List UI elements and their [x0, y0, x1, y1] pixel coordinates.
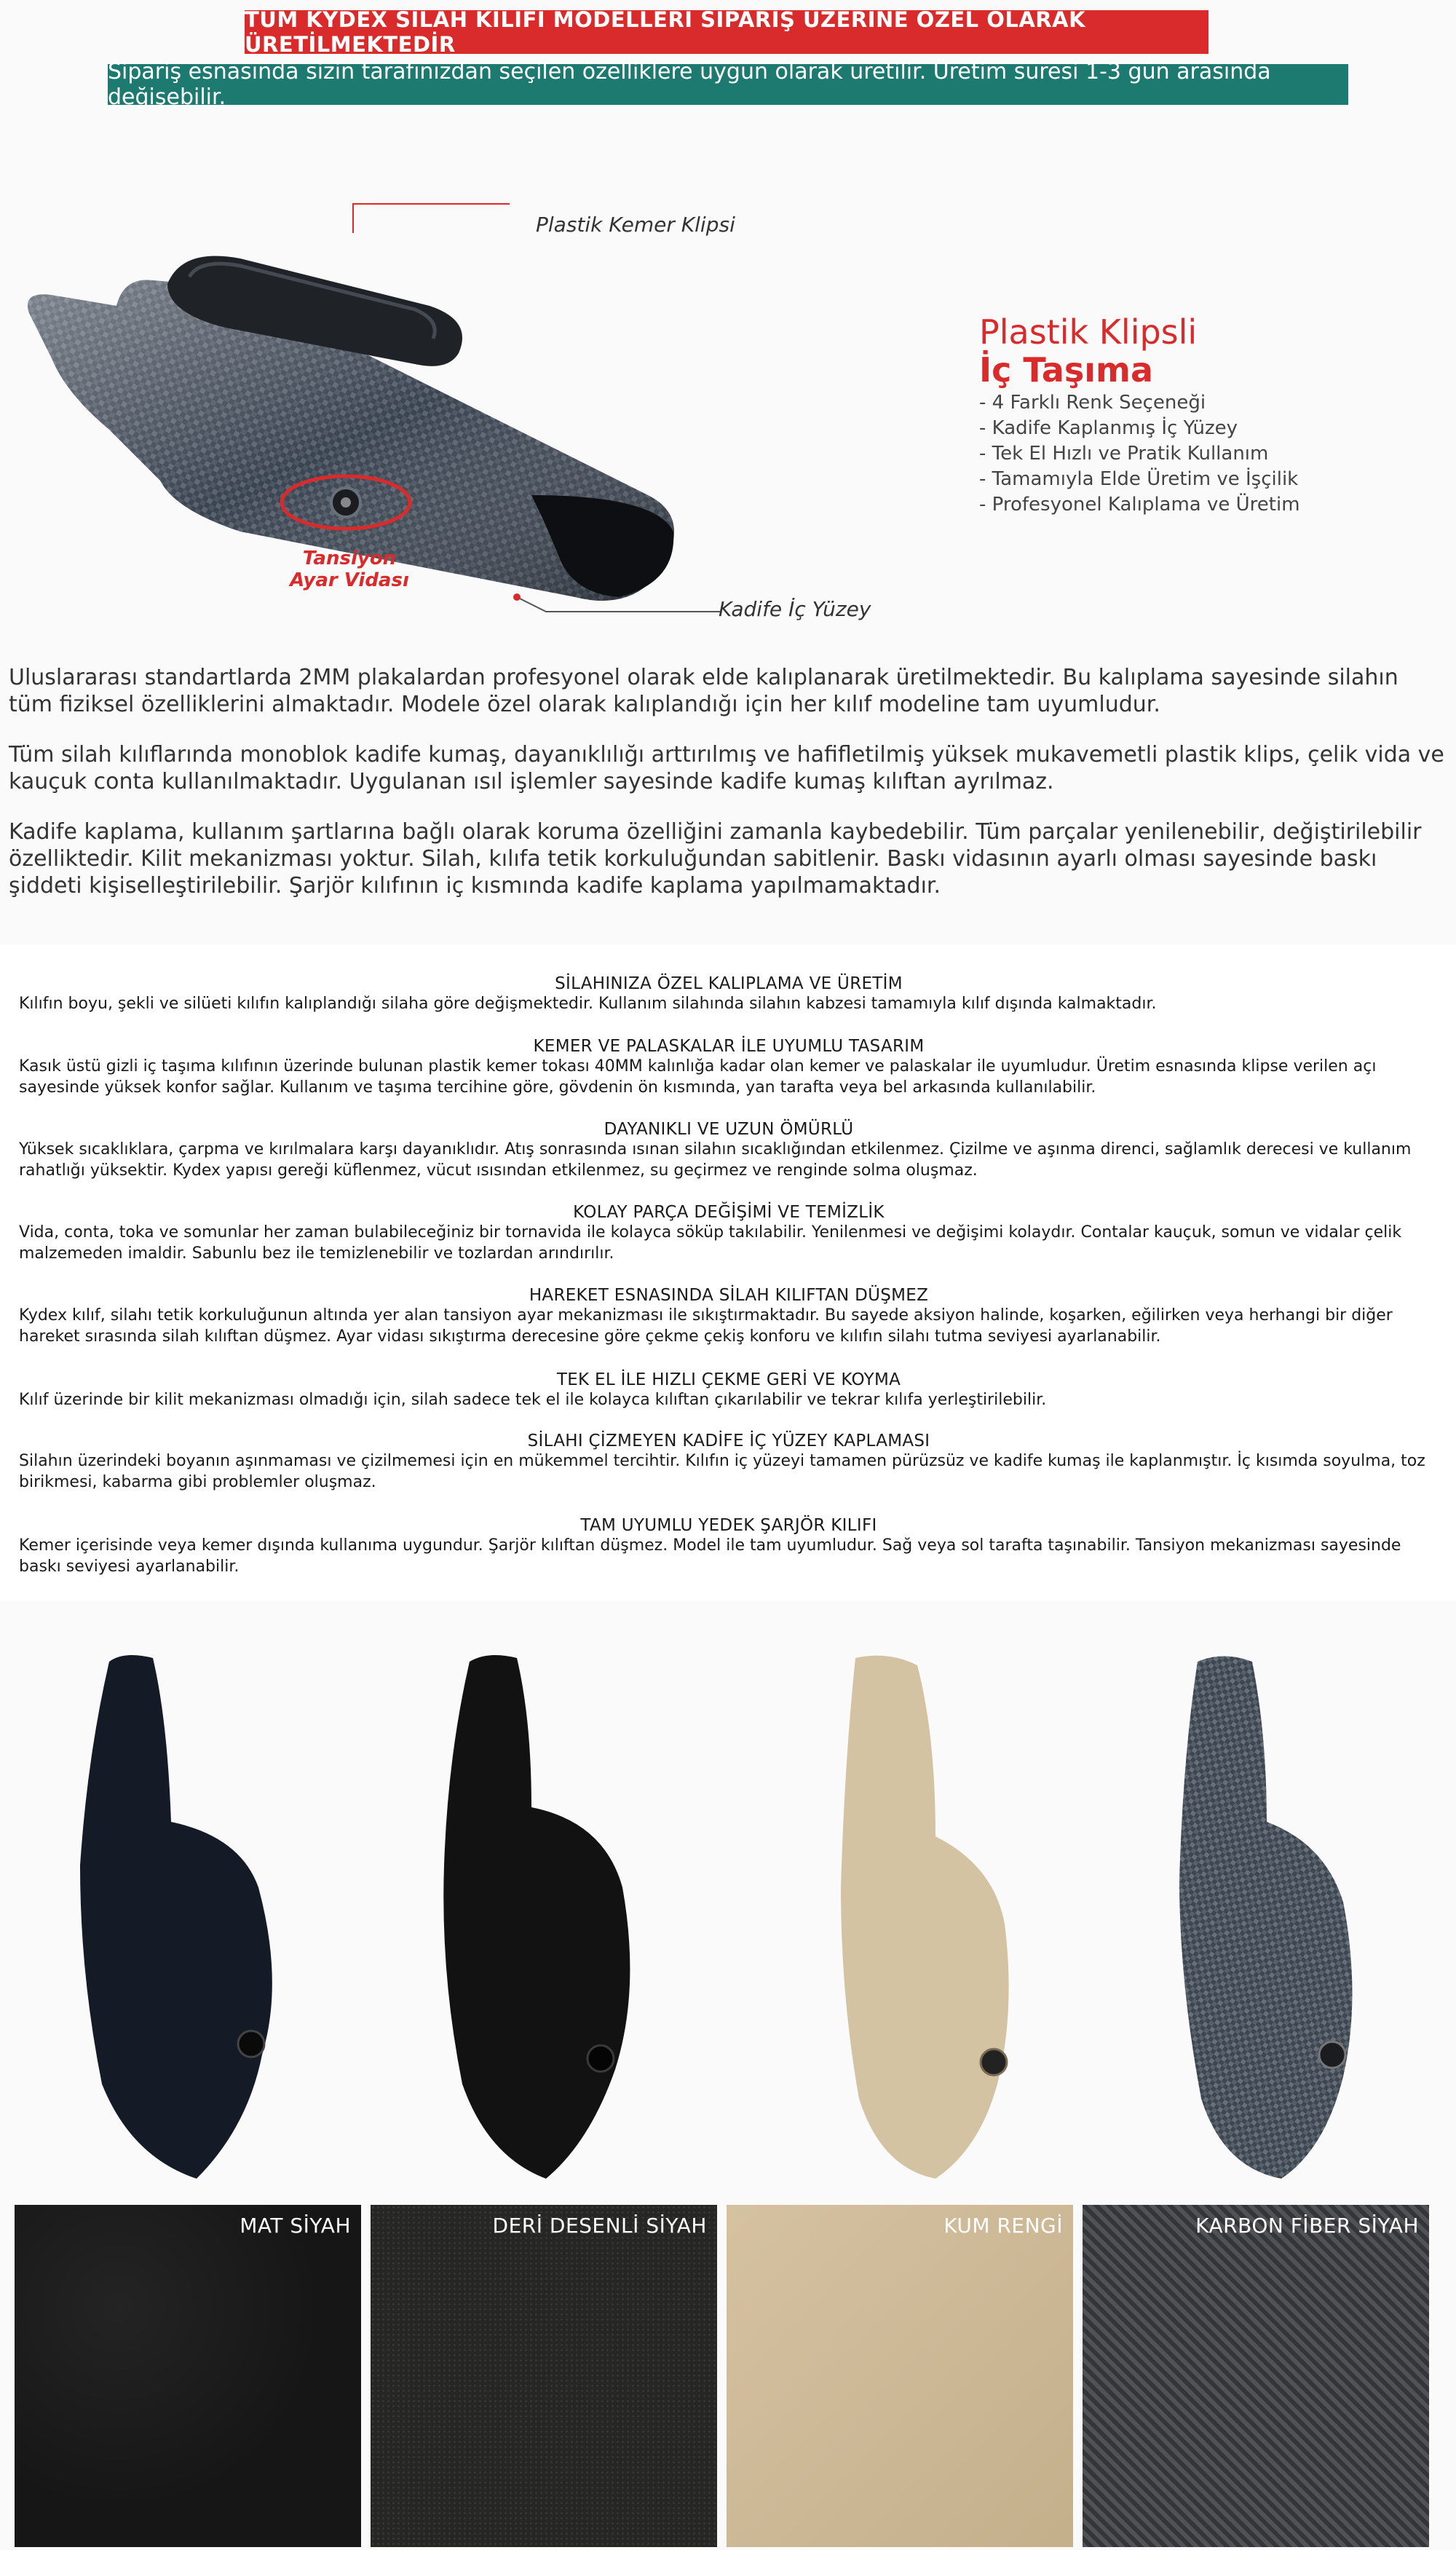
- description-paragraph: Kadife kaplama, kullanım şartlarına bağlı olarak koruma özelliğini zamanla kaybedebilir. Tüm parçalar yenilenebilir, değiştirilebilir özelliktedir. Kilit mekanizması yoktur. Silah, kılıfa tetik korkuluğundan sabitlenir. Baskı vidasının ayarlı olması sayesinde baskı şiddeti kişiselleştirilebilir. Şarjör kılıfının iç kısmında kadife kaplama yapılmamaktadır.: [9, 819, 1422, 899]
- detail-title: TAM UYUMLU YEDEK ŞARJÖR KILIFI: [580, 1516, 877, 1535]
- holster-sand: [815, 1647, 1034, 2186]
- detail-item: [19, 1203, 1439, 1264]
- holster-mat-black: [73, 1647, 291, 2186]
- callout-tension-line2: Ayar Vidası: [290, 569, 409, 591]
- detail-body: Silahın üzerindeki boyanın aşınmaması ve çizilmemesi için en mükemmel tercihtir. Kılıfın iç yüzeyi tamamen pürüzsüz ve kadife kumaş ile kaplanmıştır. İç kısımda soyulma, toz birikmesi, kabarma gibi problemler oluşmaz.: [19, 1452, 1425, 1491]
- callout-belt-clip: Plastik Kemer Klipsi: [536, 213, 735, 237]
- holster-leather-black: [430, 1647, 648, 2186]
- detail-item: [19, 1120, 1439, 1181]
- feature-item: - Kadife Kaplanmış İç Yüzey: [979, 417, 1238, 439]
- detail-item: [19, 1370, 1439, 1410]
- detail-body: Kemer içerisinde veya kemer dışında kullanıma uygundur. Şarjör kılıftan düşmez. Model ile tam uyumludur. Sağ veya sol tarafta taşınabilir. Tansiyon mekanizması sayesinde baskı seviyesi ayarlanabilir.: [19, 1536, 1401, 1576]
- holster-carbon: [1158, 1647, 1376, 2186]
- feature-title-line2: İç Taşıma: [979, 350, 1154, 390]
- detail-title: DAYANIKLI VE UZUN ÖMÜRLÜ: [604, 1120, 854, 1139]
- feature-item: - Profesyonel Kalıplama ve Üretim: [979, 494, 1300, 516]
- detail-title: KEMER VE PALASKALAR İLE UYUMLU TASARIM: [533, 1037, 925, 1056]
- feature-list: [979, 390, 1300, 518]
- detail-body: Kydex kılıf, silahı tetik korkuluğunun altında yer alan tansiyon ayar mekanizması ile sıkıştırmaktadır. Bu sayede aksiyon halinde, koşarken, eğilirken veya herhangi bir diğer hareket sırasında silah kılıftan düşmez. Ayar vidası sıkıştırma derecesine göre çekme çekiş konforu ve kılıfın silahı tutma seviyesi ayarlanabilir.: [19, 1306, 1393, 1346]
- detail-item: [19, 1432, 1439, 1493]
- description-paragraph: Tüm silah kılıflarında monoblok kadife kumaş, dayanıklılığı arttırılmış ve hafifletilmiş yüksek mukavemetli plastik klips, çelik vida ve kauçuk conta kullanılmaktadır. Uygulanan ısıl işlemler sayesinde kadife kumaş kılıftan ayrılmaz.: [9, 742, 1444, 794]
- feature-title: [979, 313, 1197, 389]
- feature-item: - 4 Farklı Renk Seçeneği: [979, 392, 1206, 414]
- swatch-label: MAT SİYAH: [240, 2214, 351, 2238]
- description-paragraph: Uluslararası standartlarda 2MM plakalardan profesyonel olarak elde kalıplanarak üretilmektedir. Bu kalıplama sayesinde silahın tüm fiziksel özelliklerini almaktadır. Modele özel olarak kalıplandığı için her kılıf modeline tam uyumludur.: [9, 665, 1398, 717]
- detail-item: [19, 1037, 1439, 1098]
- detail-body: Kılıf üzerinde bir kilit mekanizması olmadığı için, silah sadece tek el ile kolayca kılıftan çıkarılabilir ve tekrar kılıfa yerleştirilebilir.: [19, 1391, 1047, 1409]
- detail-title: SİLAHINIZA ÖZEL KALIPLAMA VE ÜRETİM: [555, 974, 903, 993]
- detail-item: [19, 1516, 1439, 1577]
- detail-title: SİLAHI ÇİZMEYEN KADİFE İÇ YÜZEY KAPLAMASI: [527, 1432, 930, 1450]
- top-banner: TÜM KYDEX SİLAH KILIFI MODELLERİ SİPARİŞ ÜZERİNE ÖZEL OLARAK ÜRETİLMEKTEDİR: [245, 10, 1208, 54]
- detail-title: HAREKET ESNASINDA SİLAH KILIFTAN DÜŞMEZ: [529, 1286, 929, 1305]
- detail-item: [19, 974, 1439, 1014]
- detail-body: Vida, conta, toka ve somunlar her zaman bulabileceğiniz bir tornavida ile kolayca söküp takılabilir. Yenilenmesi ve değişimi kolaydır. Contalar kauçuk, somun ve vidalar çelik malzemeden imaldir. Sabunlu bez ile temizlenebilir ve tozlardan arındırılır.: [19, 1223, 1402, 1263]
- detail-title: KOLAY PARÇA DEĞİŞİMİ VE TEMİZLİK: [573, 1203, 885, 1222]
- swatch-label: KARBON FİBER SİYAH: [1195, 2214, 1419, 2238]
- callout-tension-screw: [277, 548, 422, 591]
- detail-body: Kılıfın boyu, şekli ve silüeti kılıfın kalıplandığı silaha göre değişmektedir. Kullanım silahında silahın kabzesi tamamıyla kılıf dışında kalmaktadır.: [19, 995, 1157, 1013]
- feature-item: - Tek El Hızlı ve Pratik Kullanım: [979, 443, 1269, 465]
- callout-tension-line1: Tansiyon: [302, 548, 397, 569]
- production-note-banner: Sipariş esnasında sizin tarafınızdan seçilen özelliklere uygun olarak üretilir. Üretim süresi 1-3 gün arasında değişebilir.: [108, 64, 1348, 105]
- feature-item: - Tamamıyla Elde Üretim ve İşçilik: [979, 468, 1299, 490]
- feature-title-line1: Plastik Klipsli: [979, 312, 1198, 352]
- description-paragraphs: [9, 664, 1447, 923]
- swatch-carbon-fiber: [1083, 2205, 1429, 2547]
- swatch-sand: [727, 2205, 1073, 2547]
- detail-body: Yüksek sıcaklıklara, çarpma ve kırılmalara karşı dayanıklıdır. Atış sonrasında ısınan silahın sıcaklığından etkilenmez. Çizilme ve aşınma direnci, sağlamlık derecesi ve kullanım rahatlığı yüksektir. Kydex yapısı gereği küflenmez, vücut ısısından etkilenmez, su geçirmez ve renginde solma oluşmaz.: [19, 1140, 1412, 1180]
- callout-velvet-lining: Kadife İç Yüzey: [719, 597, 871, 621]
- detail-title: TEK EL İLE HIZLI ÇEKME GERİ VE KOYMA: [556, 1370, 901, 1389]
- swatch-mat-black: [15, 2205, 361, 2547]
- swatch-leather-black: [371, 2205, 717, 2547]
- swatch-label: DERİ DESENLİ SİYAH: [492, 2214, 707, 2238]
- detail-body: Kasık üstü gizli iç taşıma kılıfının üzerinde bulunan plastik kemer tokası 40MM kalınlığa kadar olan kemer ve palaskalar ile uyumludur. Üretim esnasında klipse verilen açı sayesinde yüksek konfor sağlar. Kullanım ve taşıma tercihine göre, gövdenin ön kısmında, yan tarafta veya bel arkasında kullanılabilir.: [19, 1057, 1377, 1097]
- feature-details-section: [0, 945, 1456, 1600]
- detail-item: [19, 1286, 1439, 1347]
- swatch-label: KUM RENGİ: [943, 2214, 1063, 2238]
